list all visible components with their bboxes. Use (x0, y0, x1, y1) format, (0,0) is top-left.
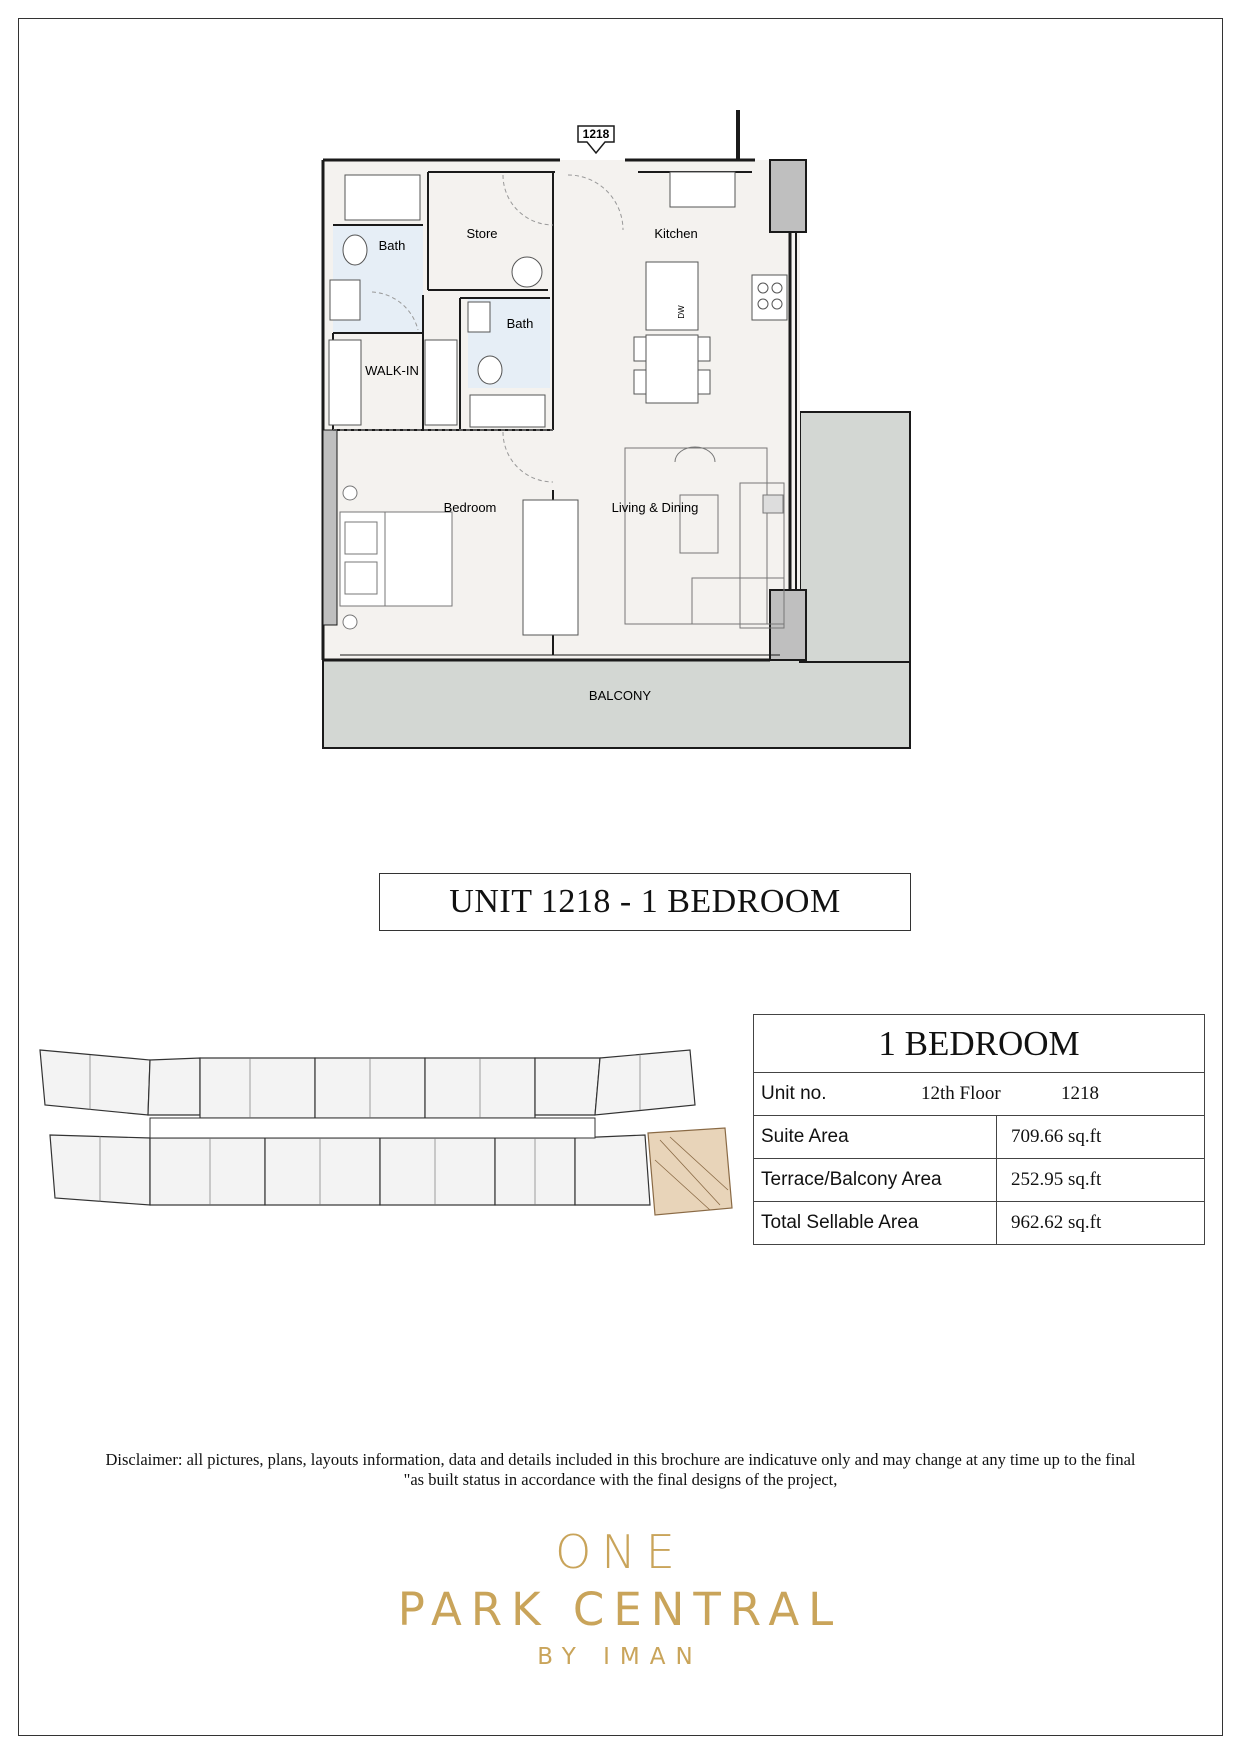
room-label-bath2: Bath (506, 316, 534, 331)
unit-number-row (754, 1073, 1205, 1116)
spec-row-label: Terrace/Balcony Area (754, 1159, 997, 1202)
room-label-bath1: Bath (378, 238, 406, 253)
logo-line-park-central: PARK CENTRAL (397, 1583, 843, 1636)
spec-row-value: 252.95 sq.ft (997, 1159, 1205, 1202)
floor-plan (0, 0, 1241, 800)
dishwasher-label: DW (677, 305, 686, 319)
room-label-living: Living & Dining (611, 500, 699, 515)
logo-line-by-iman: BY IMAN (537, 1644, 703, 1670)
spec-row (754, 1159, 1205, 1202)
room-label-store: Store (466, 226, 498, 241)
unit-tag-label: 1218 (582, 127, 610, 141)
spec-row-label: Suite Area (754, 1116, 997, 1159)
spec-table (753, 1014, 1205, 1245)
room-label-kitchen: Kitchen (654, 226, 698, 241)
unit-no-label: Unit no. (761, 1083, 827, 1104)
room-label-balcony: BALCONY (588, 688, 652, 703)
spec-row (754, 1116, 1205, 1159)
spec-row-value: 962.62 sq.ft (997, 1202, 1205, 1245)
spec-row-label: Total Sellable Area (754, 1202, 997, 1245)
unit-title: UNIT 1218 - 1 BEDROOM (379, 873, 911, 931)
logo-line-one: ONE (555, 1525, 685, 1579)
spec-row-value: 709.66 sq.ft (997, 1116, 1205, 1159)
floor-value: 12th Floor (921, 1083, 1001, 1104)
room-label-walkin: WALK-IN (365, 363, 419, 378)
unit-no-value: 1218 (1061, 1083, 1099, 1104)
disclaimer (60, 1450, 1181, 1490)
spec-row (754, 1202, 1205, 1245)
disclaimer-line1: Disclaimer: all pictures, plans, layouts information, data and details included in this brochure are indicatuve only and may change at any time up to the final (105, 1450, 1136, 1469)
brand-logo (300, 1525, 940, 1670)
spec-heading: 1 BEDROOM (754, 1015, 1205, 1073)
disclaimer-line2: "as built status in accordance with the final designs of the project, (403, 1470, 838, 1489)
room-label-bedroom: Bedroom (443, 500, 497, 515)
key-plan (30, 1040, 740, 1230)
